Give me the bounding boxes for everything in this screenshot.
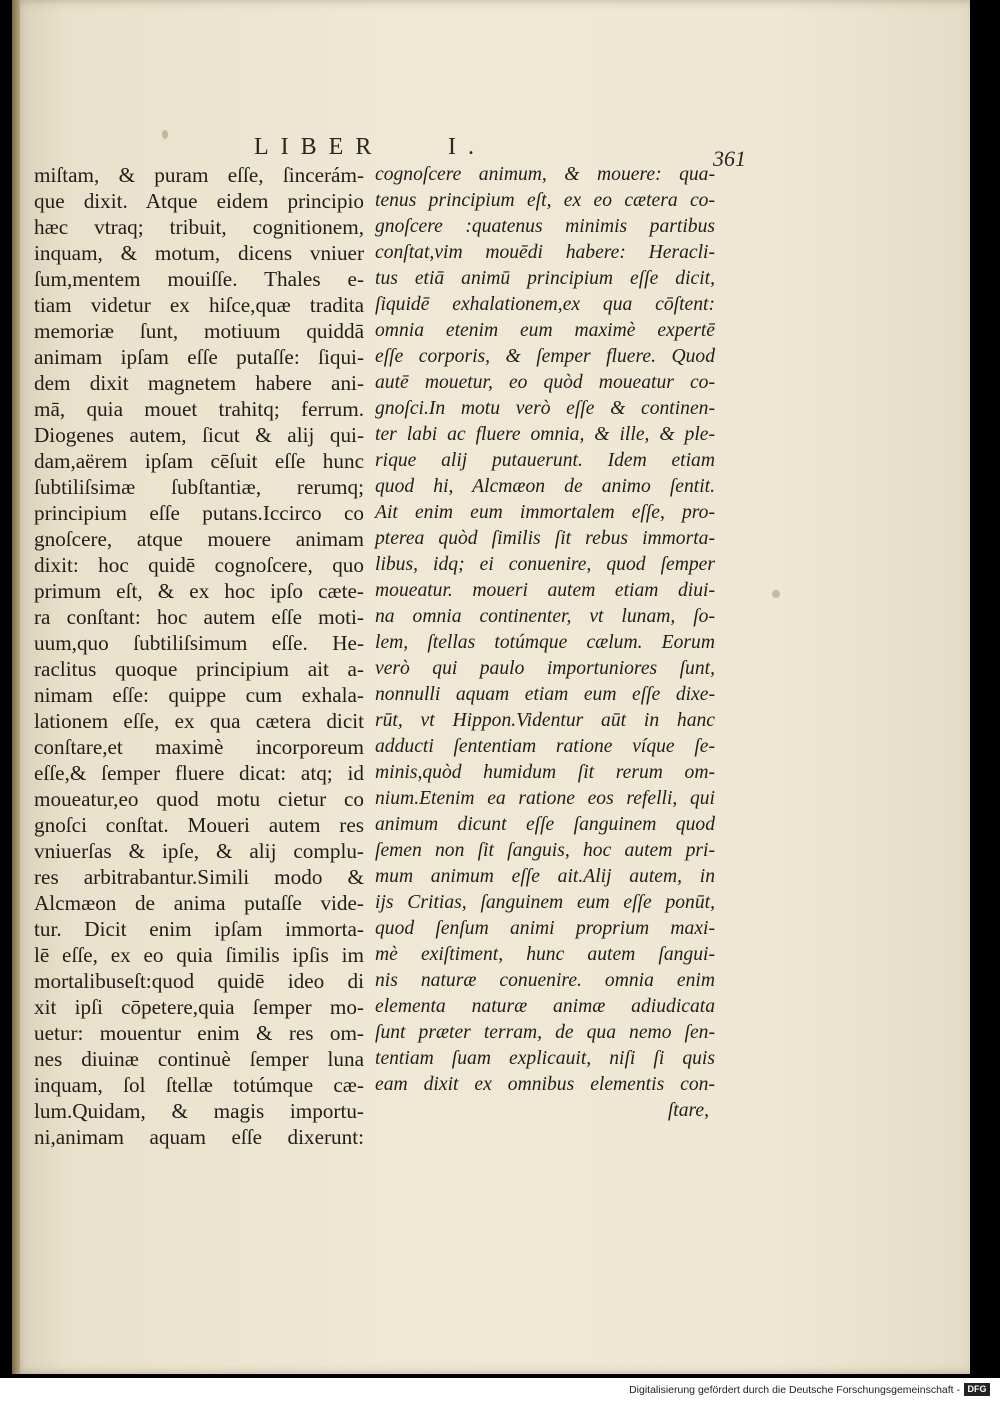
text-line: tur. Dicit enim ipſam immorta- <box>34 917 364 941</box>
text-line: nes diuinæ continuè ſemper luna <box>34 1047 364 1071</box>
text-line: rūt, vt Hippon.Videntur aūt in hanc <box>375 710 715 731</box>
text-line: cognoſcere animum, & mouere: qua- <box>375 164 715 185</box>
text-line: lum.Quidam, & magis importu- <box>34 1099 364 1123</box>
text-line: conſtat,vim mouēdi habere: Heracli- <box>375 242 715 263</box>
paper-stain <box>162 130 168 139</box>
paper-stain <box>772 590 780 598</box>
text-line: Alcmæon de anima putaſſe vide- <box>34 891 364 915</box>
text-line: uetur: mouentur enim & res om- <box>34 1021 364 1045</box>
text-line: hæc vtraq; tribuit, cognitionem, <box>34 215 364 239</box>
text-line: ſum,mentem mouiſſe. Thales e- <box>34 267 364 291</box>
text-line: eſſe corporis, & ſemper fluere. Quod <box>375 346 715 367</box>
text-line: gnoſcere :quatenus minimis partibus <box>375 216 715 237</box>
right-column-text <box>375 162 715 1124</box>
text-line: que dixit. Atque eidem principio <box>34 189 364 213</box>
text-line: nonnulli aquam etiam eum eſſe dixe- <box>375 684 715 705</box>
text-line: gnoſci conſtat. Moueri autem res <box>34 813 364 837</box>
dfg-logo: DFG <box>964 1383 990 1396</box>
text-line: elementa naturæ animæ adiudicata <box>375 996 715 1017</box>
text-line: omnia etenim eum maximè expertē <box>375 320 715 341</box>
text-line: raclitus quoque principium ait a- <box>34 657 364 681</box>
text-line: conſtare,et maximè incorporeum <box>34 735 364 759</box>
text-line: rique alij putauerunt. Idem etiam <box>375 450 715 471</box>
text-line: mā, quia mouet trahitq; ferrum. <box>34 397 364 421</box>
text-line: mum animum eſſe ait.Alij autem, in <box>375 866 715 887</box>
text-line: quod ſenſum animi proprium maxi- <box>375 918 715 939</box>
text-line: tiam videtur ex hiſce,quæ tradita <box>34 293 364 317</box>
text-line: Ait enim eum immortalem eſſe, pro- <box>375 502 715 523</box>
text-line: eam dixit ex omnibus elementis con- <box>375 1074 715 1095</box>
text-line: mè exiſtiment, hunc autem ſangui- <box>375 944 715 965</box>
text-line: inquam, & motum, dicens vniuer <box>34 241 364 265</box>
text-line: ſubtiliſsimæ ſubſtantiæ, rerumq; <box>34 475 364 499</box>
text-line: ijs Critias, ſanguinem eum eſſe ponūt, <box>375 892 715 913</box>
text-line: lē eſſe, ex eo quia ſimilis ipſis im <box>34 943 364 967</box>
text-line: primum eſt, & ex hoc ipſo cæte- <box>34 579 364 603</box>
running-head-title: LIBER <box>254 134 384 160</box>
text-line: vniuerſas & ipſe, & alij complu- <box>34 839 364 863</box>
text-line: eſſe,& ſemper fluere dicat: atq; id <box>34 761 364 785</box>
footer-credit: Digitalisierung gefördert durch die Deutsche Forschungsgemeinschaft - <box>629 1384 960 1396</box>
text-line: ni,animam aquam eſſe dixerunt: <box>34 1125 364 1149</box>
text-line: miſtam, & puram eſſe, ſincerám- <box>34 163 364 187</box>
page-number: 361 <box>713 146 746 171</box>
text-line: ſtare, <box>667 1100 709 1121</box>
text-line: libus, idq; ei conuenire, quod ſemper <box>375 554 715 575</box>
text-line: dem dixit magnetem habere ani- <box>34 371 364 395</box>
text-line: gnoſcere, atque mouere animam <box>34 527 364 551</box>
text-line: moueatur,eo quod motu cietur co <box>34 787 364 811</box>
left-column-text <box>34 162 364 1150</box>
text-line: moueatur. moueri autem etiam diui- <box>375 580 715 601</box>
text-line: principium eſſe putans.Iccirco co <box>34 501 364 525</box>
text-line: dixit: hoc quidē cognoſcere, quo <box>34 553 364 577</box>
text-line: nium.Etenim ea ratione eos refelli, qui <box>375 788 715 809</box>
text-line: inquam, ſol ſtellæ totúmque cæ- <box>34 1073 364 1097</box>
text-line: ter labi ac fluere omnia, & ille, & ple- <box>375 424 715 445</box>
running-head <box>240 134 720 164</box>
text-line: lationem eſſe, ex qua cætera dicit <box>34 709 364 733</box>
text-line: autē mouetur, eo quòd moueatur co- <box>375 372 715 393</box>
text-line: tenus principium eſt, ex eo cætera co- <box>375 190 715 211</box>
text-line: dam,aërem ipſam cēſuit eſſe hunc <box>34 449 364 473</box>
text-line: nimam eſſe: quippe cum exhala- <box>34 683 364 707</box>
running-head-book-number: I. <box>448 134 486 160</box>
text-line: minis,quòd humidum ſit rerum om- <box>375 762 715 783</box>
text-line: ſunt præter terram, de qua nemo ſen- <box>375 1022 715 1043</box>
footer-bar <box>0 1378 1000 1402</box>
text-line: lem, ſtellas totúmque cælum. Eorum <box>375 632 715 653</box>
text-line: uum,quo ſubtiliſsimum eſſe. He- <box>34 631 364 655</box>
text-line: ſemen non ſit ſanguis, hoc autem pri- <box>375 840 715 861</box>
text-line: mortalibuseſt:quod quidē ideo di <box>34 969 364 993</box>
text-line: ra conſtant: hoc autem eſſe moti- <box>34 605 364 629</box>
text-line: gnoſci.In motu verò eſſe & continen- <box>375 398 715 419</box>
text-line: memoriæ ſunt, motiuum quiddā <box>34 319 364 343</box>
text-line: animum dicunt eſſe ſanguinem quod <box>375 814 715 835</box>
text-line: verò qui paulo importuniores ſunt, <box>375 658 715 679</box>
page-gutter-edge <box>12 0 20 1374</box>
text-line: adducti ſententiam ratione víque ſe- <box>375 736 715 757</box>
text-line: res arbitrabantur.Simili modo & <box>34 865 364 889</box>
text-line: nis naturæ conuenire. omnia enim <box>375 970 715 991</box>
text-line: na omnia continenter, vt lunam, ſo- <box>375 606 715 627</box>
text-line: quod hi, Alcmæon de animo ſentit. <box>375 476 715 497</box>
text-line: xit ipſi cōpetere,quia ſemper mo- <box>34 995 364 1019</box>
text-line: animam ipſam eſſe putaſſe: ſiqui- <box>34 345 364 369</box>
text-line: tus etiā animū principium eſſe dicit, <box>375 268 715 289</box>
text-line: Diogenes autem, ſicut & alij qui- <box>34 423 364 447</box>
text-line: ſiquidē exhalationem,ex qua cōſtent: <box>375 294 715 315</box>
text-line: pterea quòd ſimilis ſit rebus immorta- <box>375 528 715 549</box>
text-line: tentiam ſuam explicauit, niſi ſi quis <box>375 1048 715 1069</box>
